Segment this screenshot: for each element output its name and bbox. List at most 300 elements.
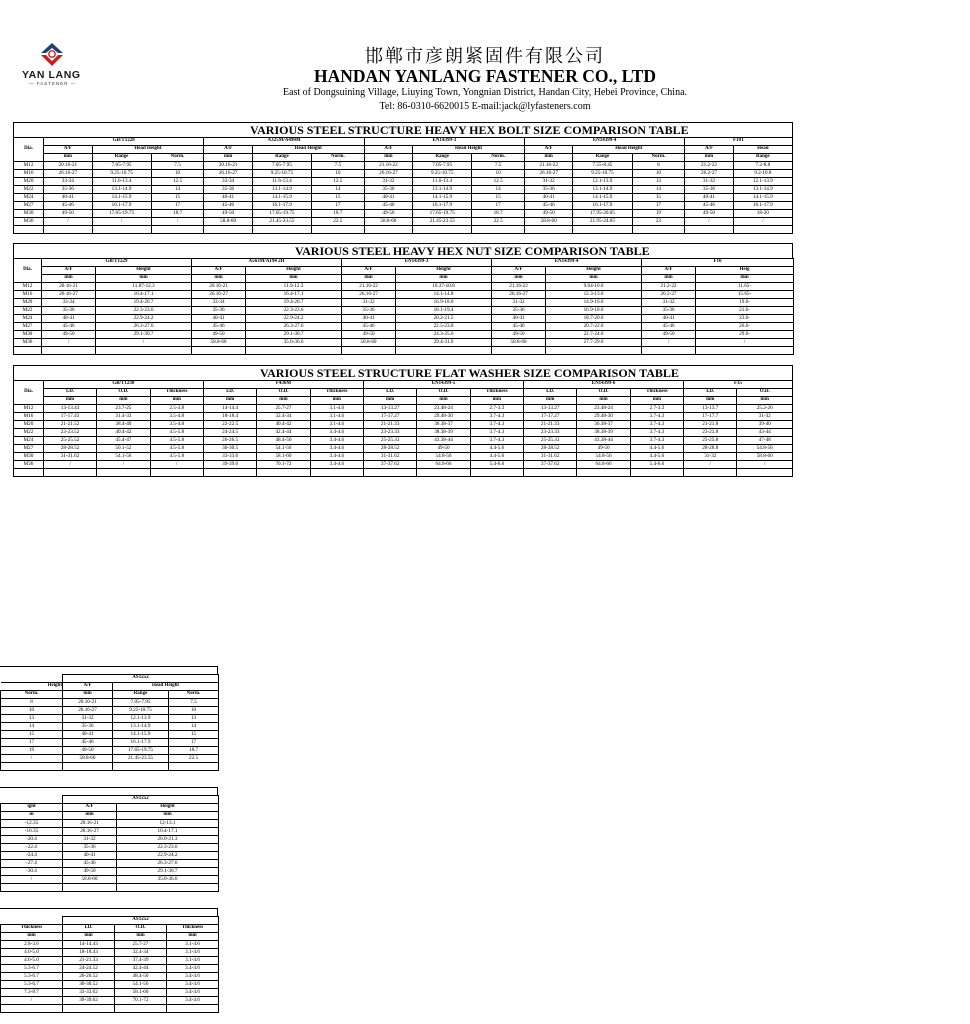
column-header: Thickness xyxy=(630,389,683,397)
table-cell: 49-50 xyxy=(342,331,396,339)
table-cell: / xyxy=(150,461,203,469)
table-cell xyxy=(342,347,396,355)
table-cell: 22.7-24.0 xyxy=(546,331,642,339)
table-cell: 22.9-24.2 xyxy=(246,315,342,323)
column-header: mm xyxy=(524,397,577,405)
table-cell: 26.3-27.6 xyxy=(246,323,342,331)
column-header: mm xyxy=(43,397,96,405)
column-header: Height xyxy=(117,804,219,812)
column-header: mm xyxy=(246,275,342,283)
table-cell: 7.5 xyxy=(169,699,219,707)
logo-text: YAN LANG xyxy=(22,69,81,81)
table-cell: 26.3-27.6 xyxy=(117,860,219,868)
table-cell: 2.8-3.6 xyxy=(1,941,63,949)
table-cell: 49-50 xyxy=(492,331,546,339)
column-header: Thickness xyxy=(167,925,219,933)
table-cell: 36.38-37 xyxy=(577,421,630,429)
table-row xyxy=(14,202,793,210)
table-cell: 8 xyxy=(1,699,63,707)
table-cell: / xyxy=(642,339,696,347)
table-cell: 49-50 xyxy=(44,210,92,218)
table-cell: 12.5 xyxy=(311,178,364,186)
table-row xyxy=(14,210,793,218)
table-cell: 3.7-4.3 xyxy=(470,413,523,421)
table-cell: 14.1-14.8 xyxy=(396,291,492,299)
table-cell xyxy=(92,226,151,234)
table-cell: 26.16-27 xyxy=(364,170,412,178)
table-cell: 11.6-13.4 xyxy=(252,178,311,186)
dia-cell: M30 xyxy=(14,453,44,461)
table-units-row xyxy=(14,397,793,405)
table-cell xyxy=(115,1005,167,1013)
table-cell: 10 xyxy=(169,707,219,715)
table-cell: 54.8-56 xyxy=(577,453,630,461)
dia-cell: M20 xyxy=(14,178,44,186)
table-cell: 40-41 xyxy=(642,315,696,323)
table-cell: 4.5-5.8 xyxy=(150,437,203,445)
table-cell: 21.16-22 xyxy=(364,162,412,170)
table-cell: 45-46 xyxy=(204,202,252,210)
table-cell xyxy=(737,469,793,477)
table-cell: 4.0-5.0 xyxy=(1,949,63,957)
table-cell xyxy=(117,884,219,892)
table-cell: 18.7 xyxy=(472,210,525,218)
column-header: mm xyxy=(96,275,192,283)
column-header: A/F xyxy=(63,804,117,812)
table-cell: 21.16-22 xyxy=(342,283,396,291)
table-cell: / xyxy=(1,997,63,1005)
table-cell: 2.7-3.3 xyxy=(470,405,523,413)
column-header: Norm. xyxy=(151,154,204,162)
table-cell: 49-50 xyxy=(42,331,96,339)
table-cell: 31-32 xyxy=(685,178,733,186)
table-cell: 12-13.1 xyxy=(117,820,219,828)
table-cell: 70.1-72 xyxy=(257,461,310,469)
table-row xyxy=(1,1005,219,1013)
table-cell xyxy=(257,469,310,477)
table-cell: 54.1-56 xyxy=(97,453,150,461)
table-row xyxy=(1,997,219,1005)
table-row xyxy=(14,347,794,355)
table-cell: 17.65-19.75 xyxy=(252,210,311,218)
table-row xyxy=(14,461,793,469)
table-cell: 5.3-6.7 xyxy=(1,965,63,973)
table-cell xyxy=(311,226,364,234)
dia-cell: M12 xyxy=(14,283,42,291)
table-standards-row xyxy=(1,796,219,804)
table-cell: 11.65- xyxy=(696,283,794,291)
table-cell: 4.4-5.6 xyxy=(630,445,683,453)
table-cell: 50.1-52 xyxy=(97,445,150,453)
table-cell xyxy=(1,763,63,771)
table-cell: 17.65-19.75 xyxy=(113,747,169,755)
table-row xyxy=(1,868,219,876)
table-cell: 7.3-8.7 xyxy=(1,989,63,997)
column-header: mm xyxy=(470,397,523,405)
table-cell: 26.16-27 xyxy=(492,291,546,299)
table-row xyxy=(14,194,793,202)
table-cell: 16.1-17.9 xyxy=(573,202,632,210)
table-cell: 17-17.27 xyxy=(363,413,416,421)
table-cell: 3.4-4.6 xyxy=(167,989,219,997)
table-cell: 45-46 xyxy=(63,739,113,747)
table-row xyxy=(1,973,219,981)
table-cell xyxy=(63,884,117,892)
table-standards-row xyxy=(14,259,794,267)
table-cell: 40-41 xyxy=(685,194,733,202)
table-cell: 21.16-22 xyxy=(492,283,546,291)
table-cell: 38.38-39 xyxy=(577,429,630,437)
table-cell: 18-20 xyxy=(733,210,792,218)
table-cell: 40-41 xyxy=(63,731,113,739)
table-cell: 40-41 xyxy=(364,194,412,202)
table-cell: 58.8-60 xyxy=(204,218,252,226)
dia-cell: M20 xyxy=(14,421,44,429)
table-cell: 16.4-17.1 xyxy=(117,828,219,836)
table-cell: 43.38-44 xyxy=(417,437,470,445)
table-standards-row xyxy=(14,138,793,146)
table-cell: 23-23.33 xyxy=(363,429,416,437)
column-header: Range xyxy=(113,691,169,699)
table-cell: 26.6- xyxy=(696,323,794,331)
table-cell: 17 xyxy=(169,739,219,747)
table-cell: 4.5-5.8 xyxy=(150,453,203,461)
dia-cell: M24 xyxy=(14,315,42,323)
table-cell: 14-14.4 xyxy=(203,405,256,413)
table-cell: -20.4 xyxy=(1,836,63,844)
table-cell: 11.87-12.3 xyxy=(96,283,192,291)
table-cell: / xyxy=(92,218,151,226)
table-cell xyxy=(472,226,525,234)
table-cell: 49-50 xyxy=(63,747,113,755)
dia-cell: M30 xyxy=(14,331,42,339)
table-cell: 5.3-6.7 xyxy=(1,981,63,989)
table-cell: 37.4-39 xyxy=(115,957,167,965)
table-cell xyxy=(396,347,492,355)
table-row xyxy=(14,413,793,421)
table-cell: 14.1-15.9 xyxy=(413,194,472,202)
table-cell: 3.4-4.6 xyxy=(167,965,219,973)
table-cell: 37-37.62 xyxy=(363,461,416,469)
table-row xyxy=(14,291,794,299)
continuation-title-band xyxy=(0,787,218,795)
column-header: A/F xyxy=(342,267,396,275)
table-cell: 14.9-16.0 xyxy=(546,299,642,307)
table-cell xyxy=(577,469,630,477)
table-cell xyxy=(696,347,794,355)
table-cell: 20.16-21 xyxy=(63,820,117,828)
column-header: mm xyxy=(342,275,396,283)
table-cell: 21.95-24.05 xyxy=(573,218,632,226)
table-cell: 9.25-10.75 xyxy=(413,170,472,178)
table-cell: 10 xyxy=(1,707,63,715)
table-cell: 14 xyxy=(151,186,204,194)
table-cell: 9.2-10.8 xyxy=(733,170,792,178)
table-cell: 28-28.52 xyxy=(363,445,416,453)
table-cell: 3.1-4.6 xyxy=(310,421,363,429)
table-cell xyxy=(413,226,472,234)
table-cell: 19 xyxy=(632,210,685,218)
table-cell: 3.7-4.3 xyxy=(630,429,683,437)
table-cell: 9.25-10.75 xyxy=(113,707,169,715)
table-cell: 29.48-30 xyxy=(417,413,470,421)
table-row xyxy=(14,283,794,291)
table-cell: 20.7-22.0 xyxy=(546,323,642,331)
table-cell: 35.0-36.6 xyxy=(246,339,342,347)
table-cell: 13-13.27 xyxy=(524,405,577,413)
table-cell: 35.0-36.6 xyxy=(117,876,219,884)
table-cell: 3.4-4.6 xyxy=(310,437,363,445)
table-cell: 26.16-27 xyxy=(63,707,113,715)
table-cell: 37-37.62 xyxy=(524,461,577,469)
table-cell: 14 xyxy=(1,723,63,731)
table-cell: 45-46 xyxy=(63,860,117,868)
table-cell: 14.1-15.9 xyxy=(252,194,311,202)
dia-cell: M12 xyxy=(14,405,44,413)
table-row xyxy=(14,170,793,178)
column-header: Height xyxy=(396,267,492,275)
table-cell: 47-48 xyxy=(737,437,793,445)
table-subheader-row xyxy=(14,389,793,397)
column-header: Norm. xyxy=(472,154,525,162)
table-cell: 35-36 xyxy=(642,307,696,315)
standard-header: EN14399-4 xyxy=(492,259,642,267)
table-cell xyxy=(524,469,577,477)
table-cell: 35-36 xyxy=(63,844,117,852)
bolt-table-title: VARIOUS STEEL STRUCTURE HEAVY HEX BOLT SIZE COMPARISON TABLE xyxy=(13,122,793,137)
table-cell: 42.4-44 xyxy=(115,965,167,973)
column-header: mm xyxy=(696,275,794,283)
column-header: O.D. xyxy=(257,389,310,397)
table-cell: 14.1-15.9 xyxy=(573,194,632,202)
table-cell: / xyxy=(1,876,63,884)
dia-header: Dia. xyxy=(14,138,44,162)
column-header: Thickness xyxy=(310,389,363,397)
table-cell: 49-50 xyxy=(192,331,246,339)
table-cell: 9.25-10.75 xyxy=(252,170,311,178)
table-cell: 29.48-30 xyxy=(577,413,630,421)
table-cell: 23.6- xyxy=(696,315,794,323)
table-cell xyxy=(167,1005,219,1013)
table-cell: 54.1-56 xyxy=(115,981,167,989)
logo-subtext: — FASTENER — xyxy=(29,81,77,86)
table-row xyxy=(14,307,794,315)
table-cell xyxy=(246,347,342,355)
table-cell: 23.48-24 xyxy=(417,405,470,413)
table-cell: 36.38-37 xyxy=(417,421,470,429)
table-cell: 33-34 xyxy=(42,299,96,307)
column-header: O.D. xyxy=(737,389,793,397)
table-cell: 13-13.27 xyxy=(363,405,416,413)
table-cell: 5.4-6.6 xyxy=(630,461,683,469)
table-cell: 13.1-14.9 xyxy=(92,186,151,194)
table-cell: 19.4-20.7 xyxy=(96,299,192,307)
table-cell: 58.8-60 xyxy=(63,755,113,763)
table-cell: 58.8-60 xyxy=(364,218,412,226)
dia-cell: M22 xyxy=(14,429,44,437)
table-units-row xyxy=(1,933,219,941)
table-cell: 28-28.8 xyxy=(684,445,737,453)
table-cell: 16.1-17.9 xyxy=(92,202,151,210)
table-cell: 26.2-27 xyxy=(685,170,733,178)
standard-header: EN14399-3 xyxy=(342,259,492,267)
table-cell: / xyxy=(151,218,204,226)
table-cell: 49-50 xyxy=(204,210,252,218)
column-header: mm xyxy=(363,397,416,405)
table-cell: 54.8-56 xyxy=(417,453,470,461)
table-cell: 33-34 xyxy=(44,178,92,186)
table-cell: 18.7-20.0 xyxy=(546,315,642,323)
table-standards-row xyxy=(14,381,793,389)
table-cell: 29.6- xyxy=(696,331,794,339)
table-cell xyxy=(363,469,416,477)
table-cell: 45-46 xyxy=(42,323,96,331)
table-cell: 20.16-21 xyxy=(192,283,246,291)
table-cell: 23-23.52 xyxy=(43,429,96,437)
table-cell: 3.4-4.6 xyxy=(310,445,363,453)
table-cell xyxy=(63,763,113,771)
table-cell: 40-41 xyxy=(204,194,252,202)
table-cell: 20.16-21 xyxy=(63,699,113,707)
dia-header: Dia. xyxy=(14,381,44,405)
column-header: mm xyxy=(167,933,219,941)
column-header: mm xyxy=(685,154,733,162)
table-cell: 10 xyxy=(311,170,364,178)
table-cell: 3.7-4.3 xyxy=(470,437,523,445)
table-cell: 40-41 xyxy=(63,852,117,860)
subheader: A/F xyxy=(63,683,113,691)
table-cell: 40-41 xyxy=(492,315,546,323)
table-cell: 20.16-21 xyxy=(44,162,92,170)
table-cell: 31-32 xyxy=(684,453,737,461)
table-cell: 31-32 xyxy=(642,299,696,307)
table-cell: / xyxy=(685,218,733,226)
table-cell: 3.4-4.6 xyxy=(167,973,219,981)
subheader: Head xyxy=(733,146,792,154)
table-row xyxy=(1,715,219,723)
table-cell: 30-30.5 xyxy=(203,445,256,453)
table-cell xyxy=(310,469,363,477)
column-header: mm xyxy=(257,397,310,405)
table-cell: 35-36 xyxy=(364,186,412,194)
subheader: A/F xyxy=(524,146,572,154)
table-cell: 26.16-27 xyxy=(342,291,396,299)
dia-cell: M30 xyxy=(14,210,44,218)
table-row xyxy=(1,836,219,844)
subheader: Head Height xyxy=(92,146,204,154)
table-cell xyxy=(1,1005,63,1013)
standard-header: EN14399-3 xyxy=(364,138,524,146)
nut-table-grid xyxy=(13,258,794,355)
table-cell: 3.4-4.6 xyxy=(167,981,219,989)
washer-table-grid xyxy=(13,380,793,477)
standard-header: F35 xyxy=(684,381,793,389)
column-header: mm xyxy=(63,812,117,820)
table-cell: 49-50 xyxy=(63,868,117,876)
table-cell: 49-50 xyxy=(642,331,696,339)
table-cell: 40.4-42 xyxy=(257,421,310,429)
table-cell: 4.4-5.6 xyxy=(470,445,523,453)
washer-comparison-table xyxy=(13,365,773,477)
column-header: mm xyxy=(42,275,96,283)
table-cell: 39-39.6 xyxy=(203,461,256,469)
table-cell: 14 xyxy=(632,186,685,194)
table-cell: 20.16-21 xyxy=(204,162,252,170)
table-cell: 25-25.33 xyxy=(524,437,577,445)
table-cell: 3.4-4.6 xyxy=(310,453,363,461)
table-cell: 31-32 xyxy=(524,178,572,186)
standard-header: A563M/A194 2H xyxy=(192,259,342,267)
table-cell: 22.3-23.6 xyxy=(246,307,342,315)
subheader: Head Height xyxy=(113,683,219,691)
standard-header: EN14399-4 xyxy=(524,138,684,146)
column-header: Height xyxy=(96,267,192,275)
company-address: East of Dongsuining Village, Liuying Town, Yongnian District, Handan City, Hebei Province, China. xyxy=(282,87,688,98)
column-header: Range xyxy=(573,154,632,162)
table-cell: 26-26.5 xyxy=(203,437,256,445)
dia-cell: M20 xyxy=(14,299,42,307)
table-cell: 10 xyxy=(632,170,685,178)
table-cell: 21-21.33 xyxy=(363,421,416,429)
table-cell: 16.1-17.9 xyxy=(113,739,169,747)
table-row xyxy=(14,469,793,477)
table-row xyxy=(1,860,219,868)
table-cell xyxy=(642,347,696,355)
table-cell: 58.8-60 xyxy=(524,218,572,226)
table-cell: 9.25-10.75 xyxy=(573,170,632,178)
table-cell xyxy=(546,347,642,355)
table-cell: 13 xyxy=(1,715,63,723)
table-cell: 35-36 xyxy=(192,307,246,315)
table-row xyxy=(1,828,219,836)
table-cell xyxy=(492,347,546,355)
table-cell: 3.4-4.6 xyxy=(310,429,363,437)
table-cell: 19.6- xyxy=(696,299,794,307)
standard-header: EN14399-5 xyxy=(363,381,523,389)
table-cell: 16.4-17.1 xyxy=(246,291,342,299)
standard-header: AS1252 xyxy=(63,675,219,683)
table-cell: 17 xyxy=(472,202,525,210)
table-cell: 4.4-5.6 xyxy=(630,453,683,461)
table-cell: 7.05-7.95 xyxy=(92,162,151,170)
table-cell: 14.1-15.9 xyxy=(113,731,169,739)
table-cell: / xyxy=(733,218,792,226)
washer-table-title: VARIOUS STEEL STRUCTURE FLAT WASHER SIZE COMPARISON TABLE xyxy=(13,365,793,380)
table-row xyxy=(1,755,219,763)
table-row xyxy=(1,949,219,957)
table-cell: 26.16-27 xyxy=(204,170,252,178)
table-cell: 29.4-31.0 xyxy=(396,339,492,347)
table-cell: 13.1-14.9 xyxy=(252,186,311,194)
table-cell: 16.4-17.1 xyxy=(96,291,192,299)
table-cell: 18-18.4 xyxy=(203,413,256,421)
table-cell: 45-46 xyxy=(524,202,572,210)
table-cell: 24-24.5 xyxy=(203,429,256,437)
table-cell: 21.6- xyxy=(696,307,794,315)
table-cell: -16.35 xyxy=(1,828,63,836)
table-cell: 40-41 xyxy=(192,315,246,323)
subheader: Height xyxy=(1,683,63,691)
table-cell: 22-22.5 xyxy=(203,421,256,429)
table-subheader-row xyxy=(1,925,219,933)
table-cell: 33-34 xyxy=(204,178,252,186)
table-cell: -12.35 xyxy=(1,820,63,828)
dia-cell: M22 xyxy=(14,307,42,315)
table-cell: 12.3-13.0 xyxy=(546,291,642,299)
table-units-row xyxy=(14,154,793,162)
table-row xyxy=(14,178,793,186)
column-header: O.D. xyxy=(115,925,167,933)
